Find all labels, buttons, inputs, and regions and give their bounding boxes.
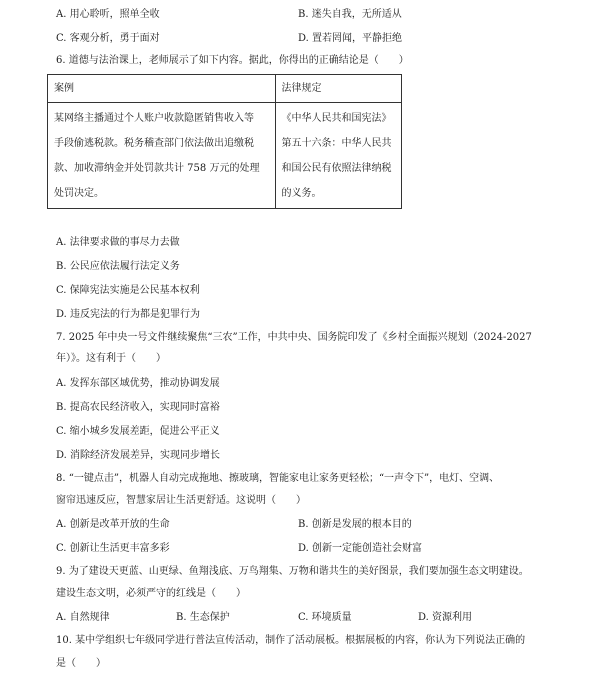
q8-option-d: D. 创新一定能创造社会财富 (298, 543, 423, 554)
q10-stem-line2: 是（ ） (56, 658, 106, 669)
q5-option-a: A. 用心聆听，照单全收 (56, 9, 160, 20)
q9-option-b: B. 生态保护 (176, 612, 230, 623)
q6-stem: 6. 道德与法治课上，老师展示了如下内容。据此，你得出的正确结论是（ ） (56, 55, 409, 66)
table-header-row (48, 75, 402, 103)
table-cell-case (48, 103, 276, 209)
law-line: 第五十六条：中华人民共 (281, 138, 392, 149)
q8-stem-line2: 窗帘迅速反应，智慧家居让生活更舒适。这说明（ ） (56, 495, 306, 506)
table-header-law: 法律规定 (275, 75, 401, 103)
q5-option-d: D. 置若罔闻，平静拒绝 (298, 33, 403, 44)
q6-option-c: C. 保障宪法实施是公民基本权利 (56, 285, 200, 296)
table-header-case: 案例 (48, 75, 276, 103)
q6-option-d: D. 违反宪法的行为都是犯罪行为 (56, 309, 201, 320)
case-line: 某网络主播通过个人账户收款隐匿销售收入等 (54, 113, 254, 124)
q7-option-b: B. 提高农民经济收入，实现同时富裕 (56, 402, 220, 413)
q7-option-d: D. 消除经济发展差异，实现同步增长 (56, 450, 221, 461)
q8-option-b: B. 创新是发展的根本目的 (298, 519, 412, 530)
q9-stem-line2: 建设生态文明，必须严守的红线是（ ） (56, 588, 246, 599)
q6-option-a: A. 法律要求做的事尽力去做 (56, 237, 180, 248)
q7-option-a: A. 发挥东部区域优势，推动协调发展 (56, 378, 220, 389)
table-row (48, 103, 402, 209)
law-line: 《中华人民共和国宪法》 (281, 113, 392, 124)
law-line: 和国公民有依照法律纳税 (281, 163, 392, 174)
q7-stem-line1: 7. 2025 年中央一号文件继续聚焦“三农”工作，中共中央、国务院印发了《乡村全面振兴规划（2024-2027 (56, 332, 532, 343)
q7-stem-line2: 年）》。这有利于（ ） (56, 353, 166, 364)
q5-option-c: C. 客观分析，勇于面对 (56, 33, 160, 44)
q9-option-c: C. 环境质量 (298, 612, 352, 623)
case-line: 手段偷逃税款。税务稽查部门依法做出追缴税 (54, 138, 254, 149)
q6-case-table (47, 74, 402, 209)
q10-stem-line1: 10. 某中学组织七年级同学进行普法宣传活动，制作了活动展板。根据展板的内容，你认为下列说法正确的 (56, 635, 526, 646)
q8-stem-line1: 8. “一键点击”，机器人自动完成拖地、擦玻璃，智能家电让家务更轻松；“一声令下”，电灯、空调、 (56, 473, 500, 484)
q9-option-d: D. 资源利用 (418, 612, 473, 623)
q5-option-b: B. 迷失自我，无所适从 (298, 9, 402, 20)
table-cell-law (275, 103, 401, 209)
q9-option-a: A. 自然规律 (56, 612, 110, 623)
q6-option-b: B. 公民应依法履行法定义务 (56, 261, 180, 272)
law-line: 的义务。 (281, 188, 322, 199)
q7-option-c: C. 缩小城乡发展差距，促进公平正义 (56, 426, 220, 437)
case-line: 处罚决定。 (54, 188, 104, 199)
q8-option-c: C. 创新让生活更丰富多彩 (56, 543, 170, 554)
case-line: 款、加收滞纳金并处罚款共计 758 万元的处理 (54, 163, 260, 174)
q8-option-a: A. 创新是改革开放的生命 (56, 519, 170, 530)
q9-stem-line1: 9. 为了建设天更蓝、山更绿、鱼翔浅底、万鸟翔集、万物和谐共生的美好图景，我们要加强生态文明建设。 (56, 566, 529, 577)
